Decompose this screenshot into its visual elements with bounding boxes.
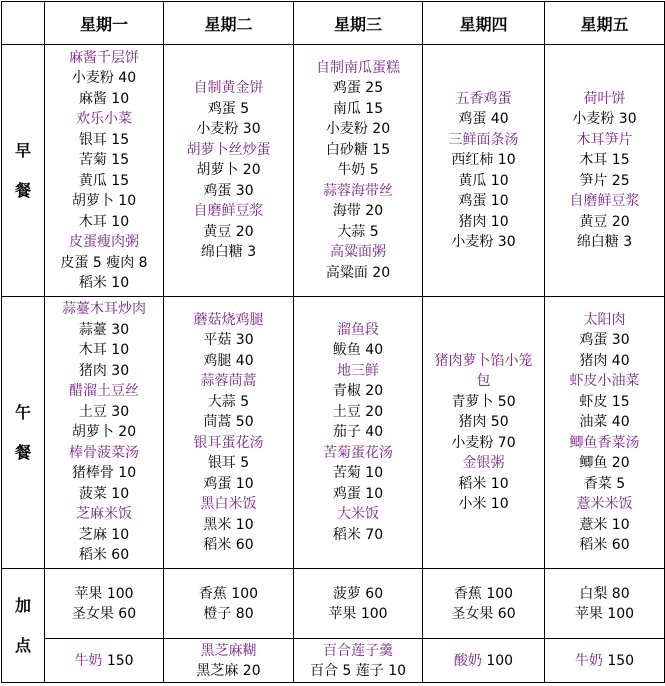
dish-name-text: 皮蛋瘦肉粥 [69,234,139,250]
ingredient-line [545,392,664,413]
dish-name [45,109,163,130]
ingredient-line [545,412,664,433]
ingredient-text: 黄豆 20 [579,213,630,230]
ingredient-line [45,130,163,151]
dish-name [45,48,163,69]
ingredient-line [164,584,293,604]
ingredient-line [423,212,544,233]
ingredient-text: 黄豆 20 [203,223,254,240]
ingredient-text: 青椒 20 [332,383,384,400]
ingredient-line [294,661,422,681]
ingredient-line [423,494,544,515]
lunch-tuesday [164,297,294,569]
ingredient-text: 黑芝麻 20 [196,662,261,679]
dish-name-text: 太阳肉 [583,311,626,328]
ingredient-text: 鲅鱼 40 [332,342,384,359]
dish-name [45,381,163,402]
dish-name [423,351,544,392]
dish-name-text: 棒骨菠菜汤 [69,444,139,461]
ingredient-line [423,412,544,433]
dish-name [294,242,422,263]
ingredient-line [294,201,422,222]
ingredient-text: 稻米 60 [579,537,630,553]
ingredient-line [423,150,544,171]
dish-name-text: 黑芝麻糊 [200,642,257,659]
dish-name [45,299,163,320]
ingredient-line [294,263,422,284]
dish-name-text: 荷叶饼 [583,90,626,107]
ingredient-text: 黄瓜 10 [458,172,509,189]
ingredient-text: 笋片 25 [579,172,630,189]
ingredient-text: 稻米 70 [332,526,384,543]
dish-name-text: 蒜薹木耳炒肉 [62,301,146,318]
ingredient-line [164,160,293,181]
lunch-label: 午餐 [15,402,32,462]
ingredient-text: 苦菊 15 [78,152,130,168]
ingredient-text: 胡萝卜 20 [71,424,137,441]
breakfast-thursday [423,45,545,297]
dish-name [164,201,293,222]
dish-name [164,494,293,515]
snack-drink-tuesday [164,639,294,683]
ingredient-text: 南瓜 15 [332,100,384,117]
header-friday: 星期五 [545,2,665,45]
ingredient-line [164,412,293,433]
breakfast-label: 早餐 [15,140,32,200]
ingredient-text: 绵白糖 3 [576,234,633,250]
ingredient-text: 菠萝 60 [332,585,384,602]
dish-name [545,371,664,392]
lunch-monday [45,297,164,569]
dish-name-text: 自制黄金饼 [193,80,264,97]
ingredient-text: 百合 5 莲子 10 [309,662,407,679]
dish-name-text: 大米饭 [337,506,379,523]
ingredient-text: 鸡蛋 25 [332,80,384,97]
ingredient-line [164,515,293,536]
ingredient-line [294,222,422,243]
dish-name-text: 地三鲜 [337,362,379,379]
ingredient-line [164,604,293,624]
dish-name [45,443,163,464]
dish-name-text: 蘑菇烧鸡腿 [193,311,264,328]
dish-name [294,361,422,382]
dish-name-text: 酸奶 [453,652,487,669]
ingredient-text: 猪肉 30 [78,362,130,379]
ingredient-line [45,171,163,192]
ingredient-line [545,453,664,474]
ingredient-text: 鸡蛋 40 [458,111,509,127]
ingredient-text: 银耳 15 [78,131,130,148]
ingredient-line [45,320,163,341]
dish-name [545,130,664,151]
breakfast-wednesday [294,45,423,297]
ingredient-line [294,402,422,423]
ingredient-text: 稻米 60 [78,547,130,564]
ingredient-text: 土豆 30 [78,403,130,420]
dish-name-text: 芝麻米饭 [76,506,132,523]
ingredient-text: 虾皮 15 [579,393,630,410]
dish-name [164,140,293,161]
ingredient-text: 苹果 100 [574,605,635,622]
ingredient-line [164,351,293,372]
ingredient-line [164,181,293,202]
ingredient-line [164,392,293,413]
ingredient-text: 胡萝卜 10 [71,193,137,209]
ingredient-text: 香菜 5 [583,475,626,492]
dish-name-text: 黑白米饭 [200,496,257,512]
ingredient-line [423,392,544,413]
ingredient-line [423,474,544,495]
snack-fruit-tuesday [164,569,294,639]
ingredient-text: 牛奶 5 [337,162,379,179]
dish-name [164,310,293,331]
ingredient-line [164,242,293,263]
ingredient-text: 小米 10 [458,496,509,512]
ingredient-text: 小麦粉 30 [196,121,261,138]
ingredient-line [45,604,163,624]
ingredient-line [294,422,422,443]
ingredient-line [545,109,664,130]
amount-text: 150 [607,652,635,669]
ingredient-line [45,361,163,382]
ingredient-text: 茄子 40 [332,424,384,441]
ingredient-line [423,191,544,212]
ingredient-line [294,525,422,546]
dish-name-text: 百合莲子羹 [323,642,393,659]
dish-name [423,453,544,474]
dish-name-text: 苦菊蛋花汤 [323,444,393,461]
ingredient-line [423,584,544,604]
ingredient-text: 胡萝卜 20 [196,162,261,179]
dish-name-text: 鲫鱼香菜汤 [569,434,640,451]
dish-name-text: 银耳蛋花汤 [193,434,264,451]
ingredient-text: 猪肉 10 [458,213,509,230]
ingredient-line [294,381,422,402]
ingredient-text: 菠菜 10 [78,485,130,502]
ingredient-line [423,109,544,130]
ingredient-text: 鸡蛋 5 [207,100,250,117]
dish-name [545,310,664,331]
dish-name-text: 猪肉萝卜馅小笼包 [434,352,533,389]
ingredient-text: 圣女果 60 [451,605,516,622]
row-label-breakfast [2,45,45,297]
ingredient-text: 小麦粉 30 [572,111,637,127]
dish-name [294,641,422,661]
ingredient-line [164,535,293,556]
ingredient-line [164,222,293,243]
ingredient-text: 圣女果 60 [71,605,137,622]
snack-drink-wednesday [294,639,423,683]
ingredient-text: 鸡蛋 10 [203,475,254,492]
ingredient-line [294,463,422,484]
dish-name-text: 醋溜土豆丝 [69,383,139,400]
dish-name-text: 胡萝卜丝炒蛋 [186,141,271,158]
amount-text: 100 [486,652,514,669]
ingredient-text: 鲫鱼 20 [579,455,630,471]
dish-name [545,651,664,671]
ingredient-line [423,604,544,624]
ingredient-line [164,119,293,140]
ingredient-text: 麻酱 10 [78,90,130,107]
snack-fruit-thursday [423,569,545,639]
dish-name-text: 蒜蓉茼蒿 [200,373,257,389]
ingredient-text: 鸡蛋 30 [579,332,630,348]
ingredient-text: 鸡腿 40 [203,352,254,369]
ingredient-text: 小麦粉 40 [71,70,137,86]
ingredient-text: 高粱面 20 [325,264,391,281]
ingredient-line [294,584,422,604]
ingredient-line [545,150,664,171]
ingredient-line [45,402,163,423]
dish-name [294,320,422,341]
breakfast-monday [45,45,164,297]
dish-name-text: 麻酱千层饼 [69,49,139,66]
ingredient-text: 鸡蛋 10 [458,193,509,209]
ingredient-text: 西红柿 10 [451,152,516,168]
ingredient-line [45,525,163,546]
ingredient-text: 香蕉 100 [453,585,514,602]
snack-drink-thursday [423,639,545,683]
dish-name-text: 欢乐小菜 [76,111,132,127]
ingredient-text: 皮蛋 5 瘦肉 8 [60,254,148,271]
ingredient-text: 白砂糖 15 [325,141,391,158]
dish-name-text: 高粱面粥 [330,244,386,261]
dish-name [294,181,422,202]
ingredient-line [45,422,163,443]
ingredient-text: 蒜薹 30 [78,321,130,338]
dish-name [294,443,422,464]
row-label-snack [2,569,45,683]
ingredient-text: 木耳 10 [78,213,130,230]
ingredient-text: 苹果 100 [328,605,388,622]
snack-label: 加点 [15,595,32,655]
ingredient-text: 油菜 40 [579,414,630,430]
header-thursday: 星期四 [423,2,545,45]
ingredient-text: 稻米 60 [203,537,254,553]
ingredient-line [45,463,163,484]
ingredient-text: 黑米 10 [203,516,254,533]
snack-fruit-friday [545,569,665,639]
lunch-thursday [423,297,545,569]
dish-name [164,433,293,454]
dish-name [294,504,422,525]
ingredient-line [45,484,163,505]
dish-name-text: 自制南瓜蛋糕 [316,59,400,76]
ingredient-text: 小麦粉 70 [451,434,516,451]
amount-text: 150 [106,652,134,669]
dish-name-text: 虾皮小油菜 [569,373,640,389]
ingredient-line [423,433,544,454]
ingredient-line [164,330,293,351]
ingredient-text: 茼蒿 50 [203,414,254,430]
dish-name-text: 三鲜面条汤 [448,131,519,148]
snack-drink-friday [545,639,665,683]
ingredient-line [294,140,422,161]
ingredient-line [545,474,664,495]
dish-name [294,58,422,79]
dish-name-text: 五香鸡蛋 [455,90,512,107]
ingredient-line [164,99,293,120]
ingredient-text: 银耳 5 [207,455,250,471]
ingredient-line [545,515,664,536]
corner-header [2,2,45,45]
dish-name-text: 薏米米饭 [576,496,633,512]
ingredient-text: 鸡蛋 30 [203,182,254,199]
ingredient-line [545,535,664,556]
dish-name-text: 自磨鲜豆浆 [569,193,640,209]
ingredient-text: 木耳 10 [78,342,130,359]
ingredient-text: 小麦粉 30 [451,234,516,250]
ingredient-line [45,340,163,361]
ingredient-line [45,191,163,212]
dish-name-text: 蒜蓉海带丝 [323,182,393,199]
ingredient-line [545,232,664,253]
ingredient-text: 青萝卜 50 [451,393,516,410]
ingredient-text: 黄瓜 15 [78,172,130,189]
dish-name [545,89,664,110]
ingredient-line [294,604,422,624]
ingredient-line [45,68,163,89]
snack-drink-monday [45,639,164,683]
snack-fruit-wednesday [294,569,423,639]
weekly-menu-table [1,1,665,683]
dish-name-text: 牛奶 [574,652,608,669]
ingredient-text: 大蒜 5 [337,223,379,240]
dish-name-text: 木耳笋片 [576,131,633,148]
ingredient-line [545,171,664,192]
dish-name-text: 金银粥 [462,455,505,471]
ingredient-text: 薏米 10 [579,516,630,533]
ingredient-line [294,99,422,120]
header-monday: 星期一 [45,2,164,45]
dish-name [45,504,163,525]
ingredient-text: 猪肉 50 [458,414,509,430]
ingredient-line [545,584,664,604]
ingredient-line [545,604,664,624]
ingredient-text: 绵白糖 3 [200,244,257,261]
ingredient-line [45,89,163,110]
ingredient-line [45,545,163,566]
snack-fruit-monday [45,569,164,639]
dish-name [164,641,293,661]
ingredient-line [45,150,163,171]
ingredient-line [545,351,664,372]
ingredient-text: 白梨 80 [579,585,630,602]
dish-name [45,232,163,253]
ingredient-text: 木耳 15 [579,152,630,168]
ingredient-line [294,119,422,140]
dish-name [545,494,664,515]
ingredient-line [164,474,293,495]
ingredient-text: 鸡蛋 10 [332,485,384,502]
lunch-wednesday [294,297,423,569]
ingredient-line [423,171,544,192]
ingredient-text: 橙子 80 [203,605,254,622]
ingredient-line [423,232,544,253]
dish-name [164,78,293,99]
ingredient-line [545,212,664,233]
dish-name [545,191,664,212]
dish-name-text: 牛奶 [74,652,107,669]
dish-name-text: 溜鱼段 [337,321,379,338]
ingredient-text: 稻米 10 [458,475,509,492]
ingredient-text: 小麦粉 20 [325,121,391,138]
ingredient-text: 平菇 30 [203,332,254,348]
breakfast-tuesday [164,45,294,297]
ingredient-line [45,253,163,274]
ingredient-line [294,160,422,181]
dish-name [423,89,544,110]
breakfast-friday [545,45,665,297]
ingredient-text: 猪棒骨 10 [71,465,137,482]
dish-name [164,371,293,392]
ingredient-text: 苦菊 10 [332,465,384,482]
ingredient-line [294,484,422,505]
header-tuesday: 星期二 [164,2,294,45]
ingredient-text: 海带 20 [332,203,384,220]
ingredient-line [45,273,163,294]
ingredient-text: 大蒜 5 [207,393,250,410]
ingredient-line [294,340,422,361]
header-wednesday: 星期三 [294,2,423,45]
ingredient-text: 土豆 20 [332,403,384,420]
ingredient-line [294,78,422,99]
ingredient-text: 香蕉 100 [198,585,259,602]
ingredient-text: 猪肉 40 [579,352,630,369]
ingredient-line [164,453,293,474]
dish-name [545,433,664,454]
dish-name [423,130,544,151]
ingredient-line [545,330,664,351]
row-label-lunch [2,297,45,569]
dish-name [45,651,163,671]
ingredient-line [45,212,163,233]
ingredient-line [45,584,163,604]
lunch-friday [545,297,665,569]
ingredient-line [164,661,293,681]
dish-name-text: 自磨鲜豆浆 [193,203,264,220]
ingredient-text: 稻米 10 [78,275,130,291]
dish-name [423,651,544,671]
ingredient-text: 苹果 100 [74,585,134,602]
ingredient-text: 芝麻 10 [78,526,130,543]
